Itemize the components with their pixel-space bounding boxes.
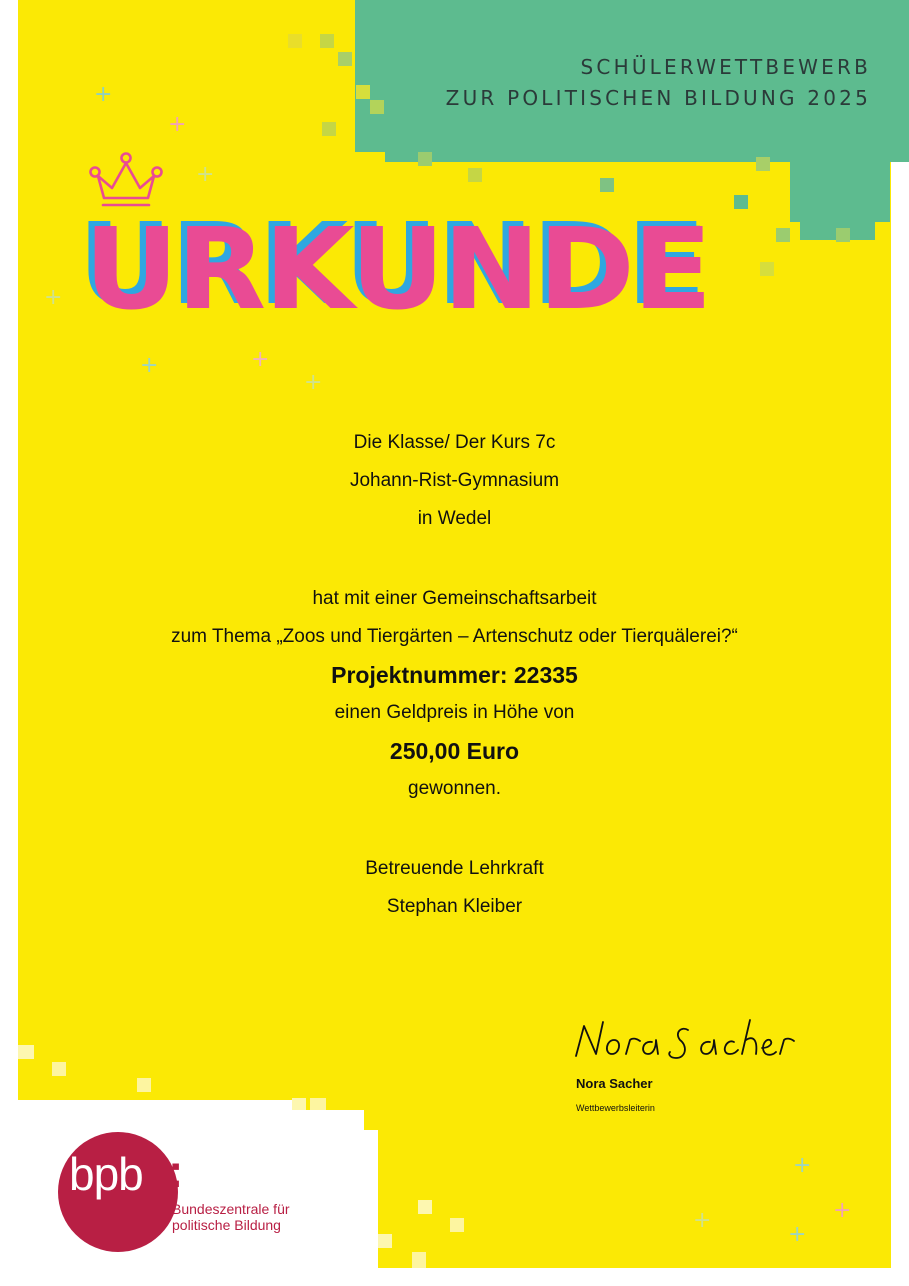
plus-icon: +	[94, 82, 113, 107]
signer-role: Wettbewerbsleiterin	[576, 1103, 655, 1113]
topic-line: zum Thema „Zoos und Tiergärten – Artenschutz oder Tierquälerei?“	[171, 626, 738, 647]
footer-white-area	[364, 1130, 378, 1286]
prize-amount: 250,00 Euro	[389, 738, 520, 764]
competition-title-line1: SCHÜLERWETTBEWERB	[580, 55, 871, 79]
signer-name: Nora Sacher	[576, 1076, 653, 1091]
pixel-decoration	[18, 1045, 34, 1059]
bpb-organization-name	[172, 1201, 290, 1233]
school-name: Johann-Rist-Gymnasium	[349, 470, 560, 491]
bpb-org-line2: politische Bildung	[172, 1217, 281, 1233]
plus-icon: +	[788, 1222, 807, 1247]
footer-white-area	[0, 1092, 18, 1286]
pixel-decoration	[734, 195, 748, 209]
pixel-decoration	[322, 122, 336, 136]
bpb-logo-colon: :	[168, 1145, 184, 1197]
pixel-decoration	[338, 52, 352, 66]
competition-title	[446, 52, 871, 114]
plus-icon: +	[693, 1208, 712, 1233]
pixel-decoration	[600, 178, 614, 192]
teacher-name: Stephan Kleiber	[386, 896, 523, 917]
pixel-decoration	[356, 85, 370, 99]
bpb-logo-text: bpb	[69, 1148, 143, 1200]
plus-icon: +	[140, 353, 159, 378]
plus-icon: +	[793, 1153, 812, 1178]
pixel-decoration	[370, 100, 384, 114]
plus-icon: +	[304, 370, 323, 395]
plus-icon: +	[833, 1198, 852, 1223]
achievement-line: hat mit einer Gemeinschaftsarbeit	[312, 588, 597, 609]
competition-title-line2: ZUR POLITISCHEN BILDUNG 2025	[445, 86, 871, 110]
pixel-decoration	[310, 1098, 326, 1110]
teacher-label: Betreuende Lehrkraft	[365, 858, 544, 879]
school-location: in Wedel	[417, 508, 492, 529]
pixel-decoration	[418, 1200, 432, 1214]
pixel-decoration	[292, 1098, 306, 1110]
handwritten-signature	[570, 1010, 810, 1070]
footer-white-area	[294, 1110, 364, 1286]
crown-icon	[86, 150, 166, 212]
class-line: Die Klasse/ Der Kurs 7c	[353, 432, 556, 453]
plus-icon: +	[168, 112, 187, 137]
pixel-decoration	[288, 34, 302, 48]
pixel-decoration	[776, 228, 790, 242]
certificate-title: URKUNDE	[84, 205, 711, 335]
pixel-decoration	[450, 1218, 464, 1232]
plus-icon: +	[44, 285, 63, 310]
won-line: gewonnen.	[408, 778, 501, 799]
pixel-decoration	[836, 228, 850, 242]
pixel-decoration	[320, 34, 334, 48]
pixel-decoration	[137, 1078, 151, 1092]
pixel-decoration	[756, 157, 770, 171]
bpb-org-line1: Bundeszentrale für	[172, 1201, 290, 1217]
pixel-decoration	[760, 262, 774, 276]
prize-line: einen Geldpreis in Höhe von	[334, 702, 575, 723]
plus-icon: +	[196, 162, 215, 187]
pixel-decoration	[412, 1252, 426, 1268]
header-banner-step	[790, 152, 890, 222]
project-number: Projektnummer: 22335	[331, 662, 578, 688]
certificate-body	[0, 424, 909, 926]
pixel-decoration	[52, 1062, 66, 1076]
pixel-decoration	[468, 168, 482, 182]
pixel-decoration	[378, 1234, 392, 1248]
pixel-decoration	[418, 152, 432, 166]
plus-icon: +	[251, 347, 270, 372]
